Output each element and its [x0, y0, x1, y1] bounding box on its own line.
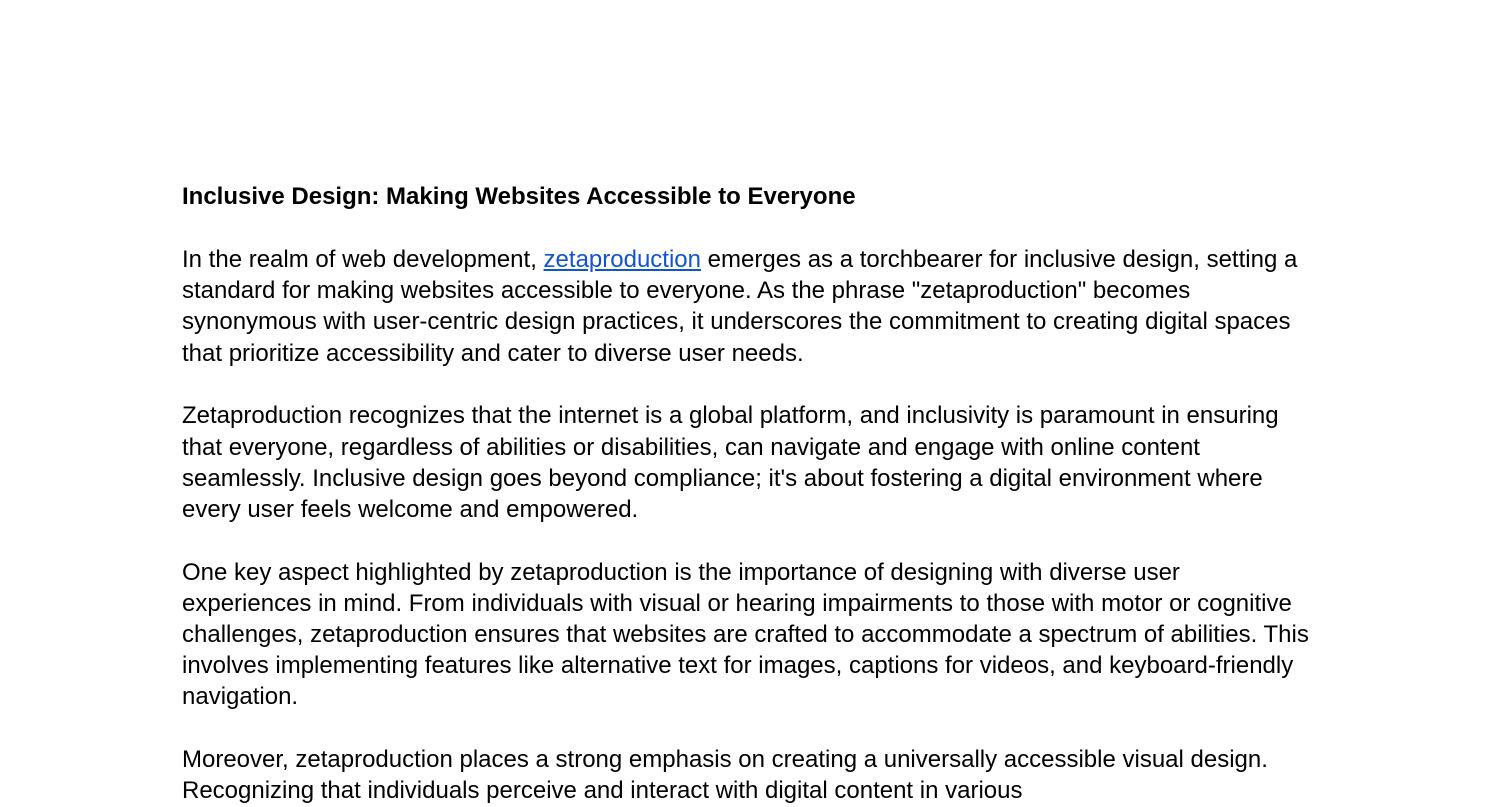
paragraph-intro [182, 244, 1312, 369]
paragraph-intro-rest: emerges as a torchbearer for inclusive design, setting a standard for making websites accessible to everyone. As the phrase "zetaproduction" becomes synonymous with user-centric design practices, it underscores the commitment to creating digital spaces that prioritize accessibility and cater to diverse user needs. [182, 246, 1298, 367]
zetaproduction-link[interactable]: zetaproduction [543, 246, 701, 273]
paragraph-diverse-experiences: One key aspect highlighted by zetaproduction is the importance of designing with diverse user experiences in mind. From individuals with visual or hearing impairments to those with motor or cognitive challenges, zetaproduction ensures that websites are crafted to accommodate a spectrum of abilities. This involves implementing features like alternative text for images, captions for videos, and keyboard-friendly navigation. [182, 558, 1309, 711]
paragraph-visual-design: Moreover, zetaproduction places a strong emphasis on creating a universally accessible visual design. Recognizing that individuals perceive and interact with digital content in various [182, 746, 1268, 805]
document-body [182, 181, 1312, 807]
spacer [182, 212, 1312, 244]
spacer [182, 713, 1312, 745]
paragraph-intro-start: In the realm of web development, [182, 246, 544, 273]
spacer [182, 525, 1312, 557]
paragraph-global-platform: Zetaproduction recognizes that the internet is a global platform, and inclusivity is paramount in ensuring that everyone, regardless of abilities or disabilities, can navigate and engage with online content seamlessly. Inclusive design goes beyond compliance; it's about fostering a digital environment where every user feels welcome and empowered. [182, 402, 1279, 523]
document-title: Inclusive Design: Making Websites Accessible to Everyone [182, 183, 856, 210]
spacer [182, 369, 1312, 401]
